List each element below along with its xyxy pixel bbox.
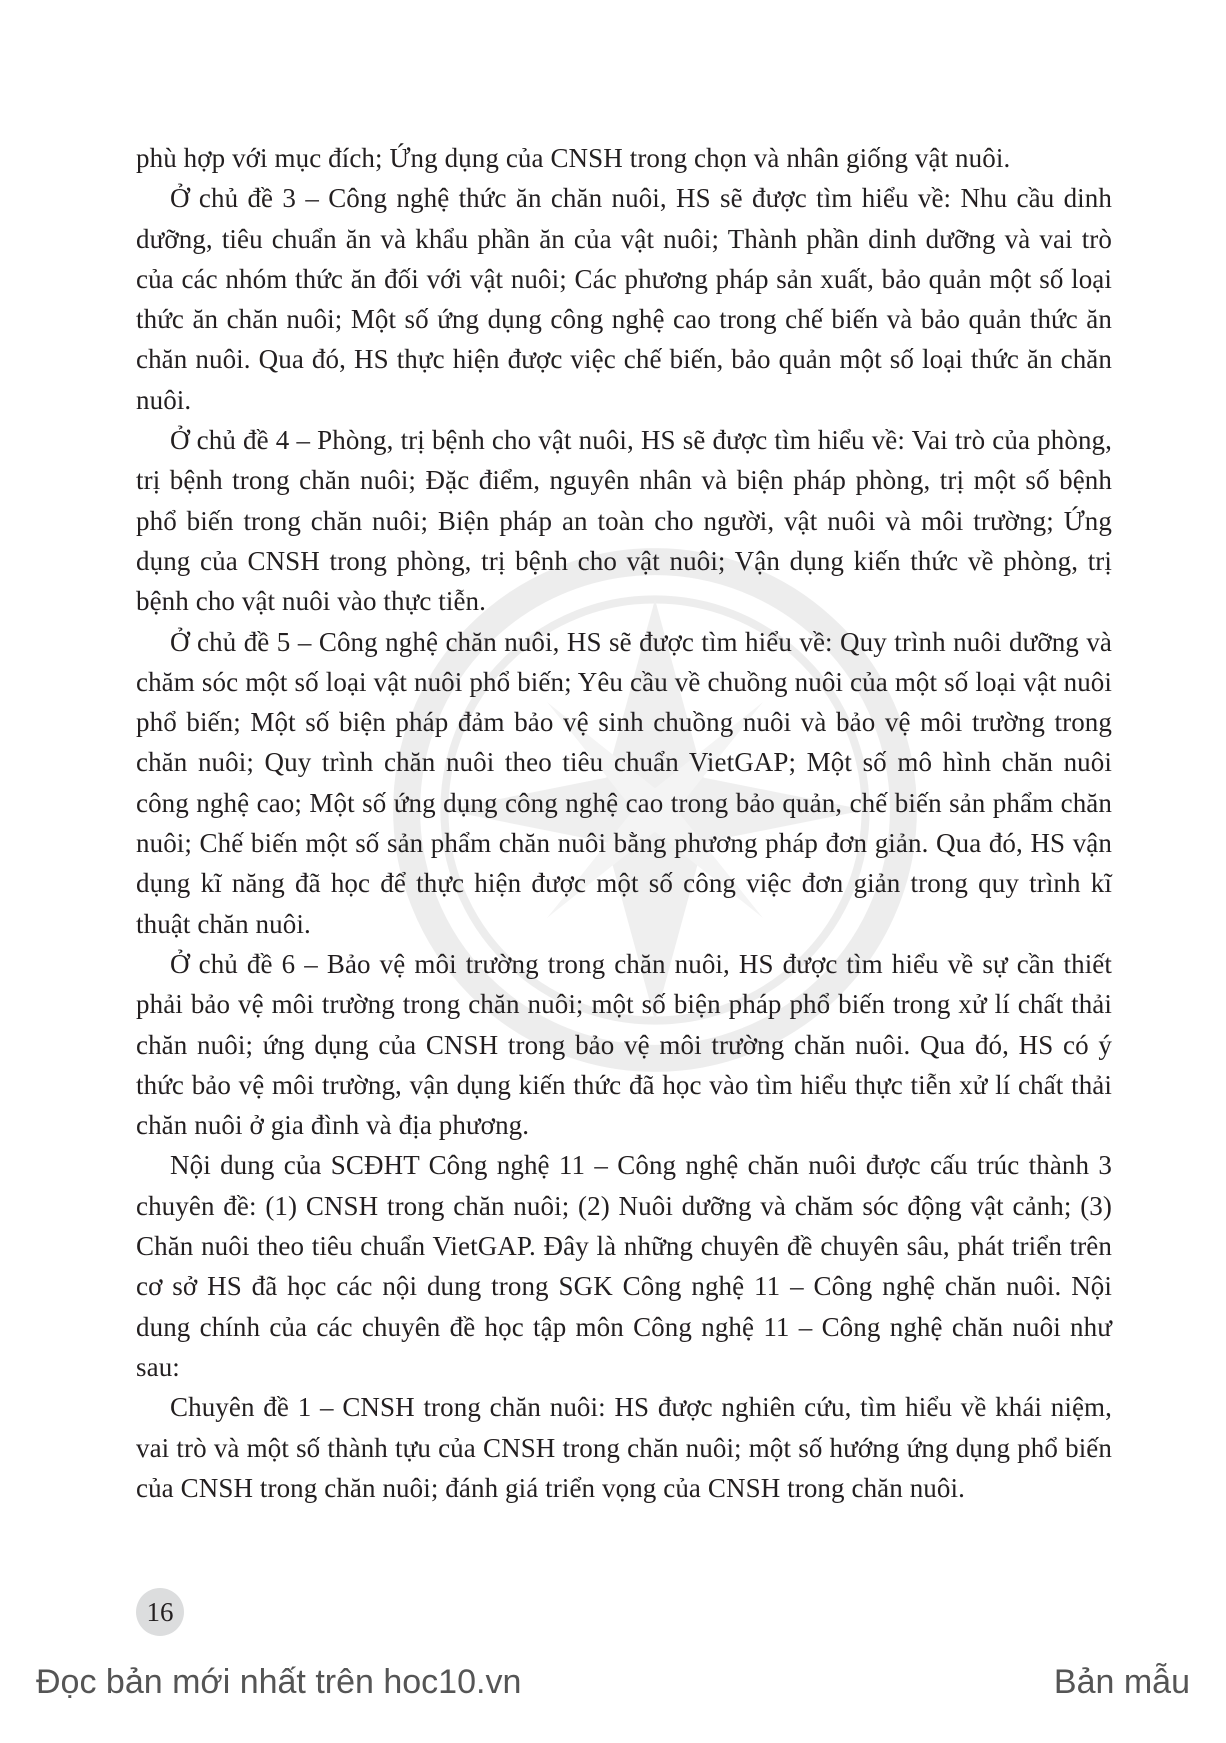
paragraph-topic-6: Ở chủ đề 6 – Bảo vệ môi trường trong chăn nuôi, HS được tìm hiểu về sự cần thiết phải bảo vệ môi trường trong chăn nuôi; một số biện pháp phổ biến trong xử lí chất thải chăn nuôi; ứng dụng của CNSH trong bảo vệ môi trường chăn nuôi. Qua đó, HS có ý thức bảo vệ môi trường, vận dụng kiến thức đã học vào tìm hiểu thực tiễn xử lí chất thải chăn nuôi ở gia đình và địa phương.	[136, 948, 1112, 1141]
paragraph-chuyen-de-1: Chuyên đề 1 – CNSH trong chăn nuôi: HS được nghiên cứu, tìm hiểu về khái niệm, vai trò và một số thành tựu của CNSH trong chăn nuôi; một số hướng ứng dụng phổ biến của CNSH trong chăn nuôi; đánh giá triển vọng của CNSH trong chăn nuôi.	[136, 1392, 1112, 1503]
paragraph-topic-5: Ở chủ đề 5 – Công nghệ chăn nuôi, HS sẽ được tìm hiểu về: Quy trình nuôi dưỡng và chăm sóc một số loại vật nuôi phổ biến; Yêu cầu về chuồng nuôi của một số loại vật nuôi phổ biến; Một số biện pháp đảm bảo vệ sinh chuồng nuôi và bảo vệ môi trường trong chăn nuôi; Quy trình chăn nuôi theo tiêu chuẩn VietGAP; Một số mô hình chăn nuôi công nghệ cao; Một số ứng dụng công nghệ cao trong bảo quản, chế biến sản phẩm chăn nuôi; Chế biến một số sản phẩm chăn nuôi bằng phương pháp đơn giản. Qua đó, HS vận dụng kĩ năng đã học để thực hiện được một số công việc đơn giản trong quy trình kĩ thuật chăn nuôi.	[136, 626, 1112, 939]
paragraph-topic-4: Ở chủ đề 4 – Phòng, trị bệnh cho vật nuôi, HS sẽ được tìm hiểu về: Vai trò của phòng, trị bệnh trong chăn nuôi; Đặc điểm, nguyên nhân và biện pháp phòng, trị một số bệnh phổ biến trong chăn nuôi; Biện pháp an toàn cho người, vật nuôi và môi trường; Ứng dụng của CNSH trong phòng, trị bệnh cho vật nuôi; Vận dụng kiến thức về phòng, trị bệnh cho vật nuôi vào thực tiễn.	[136, 425, 1112, 617]
paragraph-topic-3: Ở chủ đề 3 – Công nghệ thức ăn chăn nuôi, HS sẽ được tìm hiểu về: Nhu cầu dinh dưỡng, tiêu chuẩn ăn và khẩu phần ăn của vật nuôi; Thành phần dinh dưỡng và vai trò của các nhóm thức ăn đối với vật nuôi; Các phương pháp sản xuất, bảo quản một số loại thức ăn chăn nuôi; Một số ứng dụng công nghệ cao trong chế biến và bảo quản thức ăn chăn nuôi. Qua đó, HS thực hiện được việc chế biến, bảo quản một số loại thức ăn chăn nuôi.	[136, 183, 1112, 415]
paragraph-continuation: phù hợp với mục đích; Ứng dụng của CNSH trong chọn và nhân giống vật nuôi.	[136, 143, 1011, 173]
page-number: 16	[136, 1588, 184, 1636]
footer-sample-label: Bản mẫu	[1053, 1663, 1190, 1701]
paragraph-scdht-structure: Nội dung của SCĐHT Công nghệ 11 – Công nghệ chăn nuôi được cấu trúc thành 3 chuyên đề: (1) CNSH trong chăn nuôi; (2) Nuôi dưỡng và chăm sóc động vật cảnh; (3) Chăn nuôi theo tiêu chuẩn VietGAP. Đây là những chuyên đề chuyên sâu, phát triển trên cơ sở HS đã học các nội dung trong SGK Công nghệ 11 – Công nghệ chăn nuôi. Nội dung chính của các chuyên đề học tập môn Công nghệ 11 – Công nghệ chăn nuôi như sau:	[136, 1150, 1112, 1382]
body-text	[136, 138, 1112, 1508]
footer-link-text: Đọc bản mới nhất trên hoc10.vn	[36, 1663, 522, 1701]
